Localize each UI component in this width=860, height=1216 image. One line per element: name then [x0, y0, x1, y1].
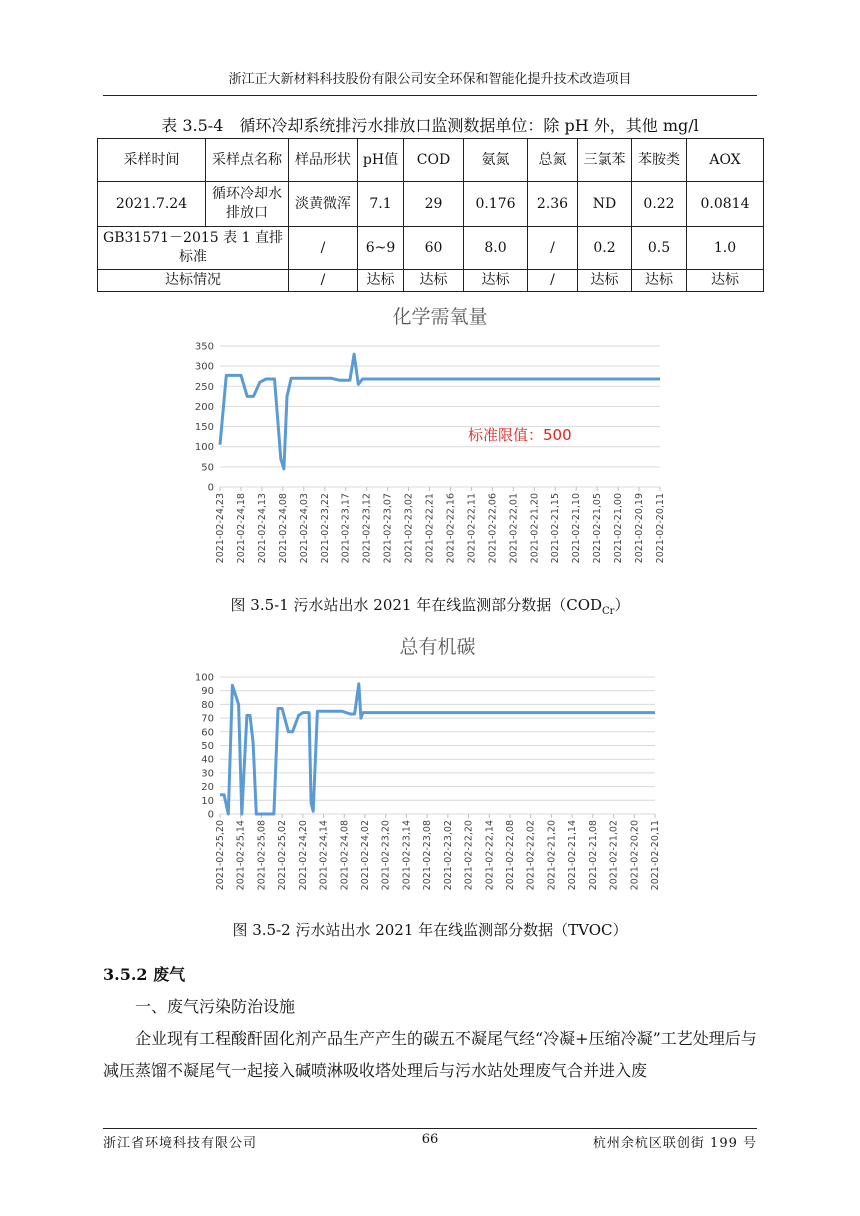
- x-tick-label: 2021-02-25,14: [235, 820, 247, 891]
- x-tick-label: 2021-02-21,02: [608, 820, 620, 891]
- x-tick-label: 2021-02-22,02: [525, 820, 537, 891]
- table-row: [98, 227, 764, 270]
- x-tick-label: 2021-02-20,19: [634, 493, 646, 564]
- cell-tcb: ND: [578, 182, 632, 227]
- cell-compliance-ammonia: 达标: [464, 270, 528, 292]
- footer-address: 杭州余杭区联创街 199 号: [592, 1136, 757, 1151]
- y-tick-label: 250: [194, 381, 214, 393]
- cell-standard-shape: /: [289, 227, 358, 270]
- y-tick-label: 90: [201, 686, 214, 698]
- toc-chart-svg: [150, 628, 670, 893]
- th-aniline: 苯胺类: [632, 139, 687, 182]
- table-row: [98, 182, 764, 227]
- x-tick-label: 2021-02-21,00: [613, 492, 625, 564]
- x-tick-label: 2021-02-24,14: [318, 820, 330, 891]
- body-paragraph: 企业现有工程酸酐固化剂产品生产产生的碳五不凝尾气经“冷凝+压缩冷凝”工艺处理后与减压蒸馏不凝尾气一起接入碱喷淋吸收塔处理后与污水站处理废气合并进入废: [103, 1029, 757, 1080]
- table-header-row: [98, 139, 764, 182]
- x-tick-label: 2021-02-22,14: [484, 820, 496, 891]
- x-tick-label: 2021-02-21,05: [592, 492, 604, 564]
- series-line: [220, 684, 655, 814]
- figure-1-caption-main: 图 3.5-1 污水站出水 2021 年在线监测部分数据（COD: [230, 596, 603, 614]
- th-aox: AOX: [687, 139, 764, 182]
- th-ammonia: 氨氮: [464, 139, 528, 182]
- footer-company: 浙江省环境科技有限公司: [103, 1136, 258, 1151]
- figure-1-caption: [0, 594, 860, 617]
- y-tick-label: 40: [201, 754, 214, 766]
- y-tick-label: 10: [201, 795, 214, 807]
- th-sample-shape: 样品形状: [289, 139, 358, 182]
- cell-compliance: 达标情况: [98, 270, 289, 292]
- x-tick-label: 2021-02-24,23: [215, 493, 226, 564]
- cell-aox: 0.0814: [687, 182, 764, 227]
- x-tick-label: 2021-02-20,20: [629, 820, 641, 891]
- x-tick-label: 2021-02-22,01: [508, 493, 520, 564]
- chart-title: 化学需氧量: [392, 306, 488, 328]
- x-tick-label: 2021-02-23,08: [422, 820, 434, 891]
- x-tick-label: 2021-02-23,14: [401, 820, 413, 891]
- cell-standard-ph: 6~9: [358, 227, 404, 270]
- cell-compliance-tcb: 达标: [578, 270, 632, 292]
- section-heading: 3.5.2 废气: [103, 965, 186, 984]
- cell-compliance-shape: /: [289, 270, 358, 292]
- x-tick-label: 2021-02-25,02: [277, 820, 289, 891]
- y-tick-label: 60: [201, 727, 214, 739]
- y-tick-label: 150: [194, 422, 214, 434]
- y-tick-label: 20: [201, 782, 214, 794]
- x-tick-label: 2021-02-22,16: [445, 493, 457, 564]
- cod-chart-svg: [150, 297, 670, 581]
- cod-chart: [150, 297, 670, 581]
- cell-compliance-aox: 达标: [687, 270, 764, 292]
- x-tick-label: 2021-02-22,11: [466, 493, 478, 564]
- series-line: [220, 354, 660, 469]
- cell-standard-aox: 1.0: [687, 227, 764, 270]
- y-tick-label: 300: [194, 361, 214, 373]
- cell-compliance-tn: /: [528, 270, 578, 292]
- x-tick-label: 2021-02-23,20: [380, 820, 392, 891]
- x-tick-label: 2021-02-21,15: [550, 493, 562, 564]
- cell-standard: GB31571－2015 表 1 直排标准: [98, 227, 289, 270]
- x-tick-label: 2021-02-22,08: [505, 820, 516, 891]
- toc-chart: [150, 628, 670, 893]
- cell-compliance-cod: 达标: [404, 270, 464, 292]
- figure-2-caption: 图 3.5-2 污水站出水 2021 年在线监测部分数据（TVOC）: [232, 921, 628, 939]
- x-tick-label: 2021-02-22,21: [424, 493, 436, 564]
- cell-date: 2021.7.24: [98, 182, 206, 227]
- th-cod: COD: [404, 139, 464, 182]
- cell-standard-aniline: 0.5: [632, 227, 687, 270]
- th-sample-time: 采样时间: [98, 139, 206, 182]
- cell-aniline: 0.22: [632, 182, 687, 227]
- y-tick-label: 80: [201, 699, 214, 711]
- x-tick-label: 2021-02-20,11: [655, 493, 666, 564]
- x-tick-label: 2021-02-25,20: [215, 820, 226, 891]
- table-caption: 表 3.5-4 循环冷却系统排污水排放口监测数据单位：除 pH 外，其他 mg/l: [161, 116, 699, 135]
- x-tick-label: 2021-02-21,14: [567, 820, 579, 891]
- x-tick-label: 2021-02-21,20: [546, 820, 558, 891]
- x-tick-label: 2021-02-23,02: [442, 820, 454, 891]
- cell-shape: 淡黄微浑: [289, 182, 358, 227]
- cell-cod: 29: [404, 182, 464, 227]
- x-tick-label: 2021-02-22,06: [487, 493, 499, 564]
- cell-standard-cod: 60: [404, 227, 464, 270]
- cell-ammonia: 0.176: [464, 182, 528, 227]
- y-tick-label: 50: [201, 462, 214, 474]
- footer-divider: [103, 1128, 757, 1129]
- header-divider: [103, 95, 757, 96]
- x-tick-label: 2021-02-23,07: [382, 493, 394, 564]
- subsection-heading: 一、废气污染防治设施: [135, 997, 296, 1016]
- x-tick-label: 2021-02-23,22: [319, 493, 331, 564]
- x-tick-label: 2021-02-24,18: [235, 493, 247, 564]
- y-tick-label: 100: [194, 672, 214, 684]
- th-trichlorobenzene: 三氯苯: [578, 139, 632, 182]
- x-tick-label: 2021-02-24,20: [297, 820, 309, 891]
- y-tick-label: 30: [201, 768, 214, 780]
- x-tick-label: 2021-02-22,20: [463, 820, 475, 891]
- x-tick-label: 2021-02-25,08: [256, 820, 268, 891]
- chart-title: 总有机碳: [399, 636, 476, 658]
- x-tick-label: 2021-02-24,02: [360, 820, 371, 891]
- page-header: 浙江正大新材料科技股份有限公司安全环保和智能化提升技术改造项目: [228, 72, 632, 87]
- x-tick-label: 2021-02-24,03: [298, 493, 310, 564]
- y-tick-label: 50: [201, 741, 214, 752]
- limit-annotation: 标准限值：500: [468, 426, 572, 444]
- page-number: 66: [421, 1132, 439, 1147]
- figure-1-caption-end: ）: [614, 596, 630, 614]
- cell-tn: 2.36: [528, 182, 578, 227]
- x-tick-label: 2021-02-24,08: [339, 820, 351, 891]
- x-tick-label: 2021-02-21,10: [571, 493, 583, 564]
- cell-point: 循环冷却水排放口: [206, 182, 289, 227]
- y-tick-label: 0: [207, 809, 214, 821]
- y-tick-label: 100: [194, 442, 214, 454]
- monitoring-table: [97, 138, 764, 292]
- figure-1-caption-subscript: Cr: [602, 606, 615, 617]
- x-tick-label: 2021-02-23,02: [403, 493, 415, 564]
- th-sample-point: 采样点名称: [206, 139, 289, 182]
- cell-compliance-ph: 达标: [358, 270, 404, 292]
- x-tick-label: 2021-02-24,13: [256, 493, 268, 564]
- x-tick-label: 2021-02-21,08: [587, 820, 599, 891]
- x-tick-label: 2021-02-21,20: [529, 493, 541, 564]
- th-total-nitrogen: 总氮: [528, 139, 578, 182]
- th-ph: pH值: [358, 139, 404, 182]
- y-tick-label: 70: [201, 713, 214, 725]
- cell-standard-tcb: 0.2: [578, 227, 632, 270]
- x-tick-label: 2021-02-20,11: [650, 820, 661, 891]
- cell-standard-tn: /: [528, 227, 578, 270]
- cell-ph: 7.1: [358, 182, 404, 227]
- cell-standard-ammonia: 8.0: [464, 227, 528, 270]
- x-tick-label: 2021-02-23,12: [361, 493, 373, 564]
- cell-compliance-aniline: 达标: [632, 270, 687, 292]
- y-tick-label: 0: [207, 482, 214, 494]
- y-tick-label: 350: [194, 341, 214, 353]
- table-row: [98, 270, 764, 292]
- y-tick-label: 200: [194, 401, 214, 413]
- x-tick-label: 2021-02-24,08: [277, 493, 289, 564]
- x-tick-label: 2021-02-23,17: [340, 493, 352, 564]
